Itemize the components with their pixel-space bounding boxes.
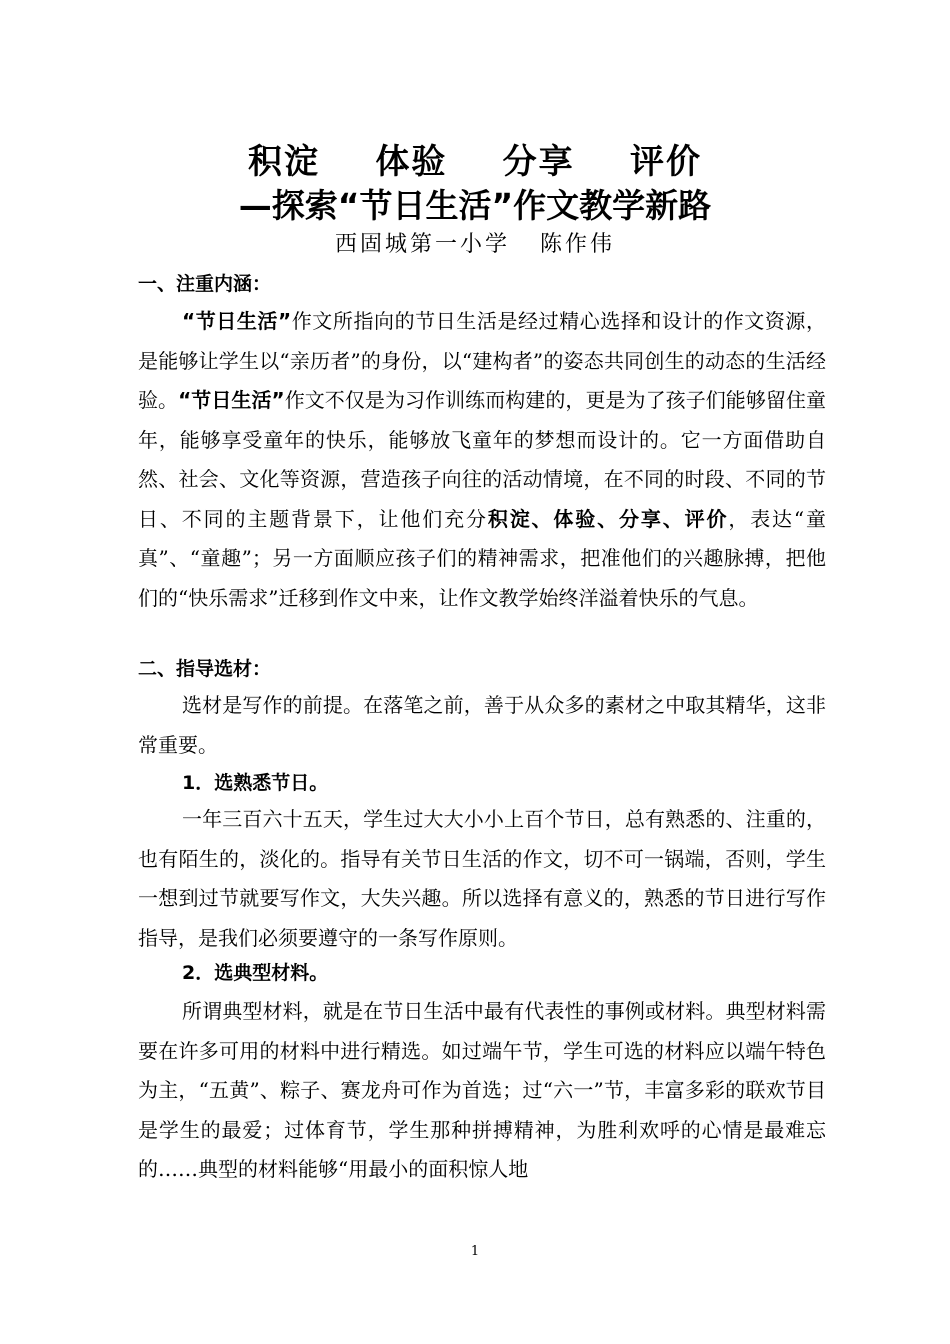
paragraph-text: 作文不仅是为习作训练而构建的，更是为了孩子们能够留住童年，能够享受童年的快乐，能够放飞童年的梦想而设计的。它一方面借助自然、社会、文化等资源，营造孩子向往的活动情境，在不同的时段、不同的节日、不同的主题背景下，让他们充分 — [138, 388, 827, 531]
section-2-intro: 选材是写作的前提。在落笔之前，善于从众多的素材之中取其精华，这非常重要。 — [138, 693, 826, 757]
subsection-2-paragraph: 所谓典型材料，就是在节日生活中最有代表性的事例或材料。典型材料需要在许多可用的材料中进行精选。如过端午节，学生可选的材料应以端午特色为主，“五黄”、粽子、赛龙舟可作为首选；过“六一”节，丰富多彩的联欢节目是学生的最爱；过体育节，学生那种拼搏精神，为胜利欢呼的心情是最难忘的……典型的材料能够“用最小的面积惊人地 — [138, 999, 826, 1181]
paragraph-text: 作文所指向的节日生活是经过精心选择和设计的作文资源，是能够让学生以“亲历者”的身份，以“建构者”的姿态共同创生的动态的生活经验。 — [138, 309, 827, 412]
title-line-1: 积淀 体验 分享 评价 — [247, 142, 703, 182]
page-number: 1 — [470, 1244, 480, 1259]
section-1-heading: 一、注重内涵： — [138, 273, 272, 295]
bold-term: 积淀、体验、分享、评价 — [487, 506, 729, 531]
title-line-2: —探索“节日生活”作文教学新路 — [238, 186, 712, 225]
paragraph-text: ，表达“童真”、“童趣”；另一方面顺应孩子们的精神需求，把准他们的兴趣脉搏，把他们的“快乐需求”迁移到作文中来，让作文教学始终洋溢着快乐的气息。 — [138, 506, 827, 610]
bold-term: “节日生活” — [178, 388, 285, 412]
bold-term: “节日生活” — [182, 309, 292, 333]
author-line: 西固城第一小学 陈作伟 — [335, 232, 615, 257]
subsection-2-heading: 2．选典型材料。 — [182, 962, 329, 984]
subsection-1-heading: 1．选熟悉节日。 — [182, 772, 329, 794]
subsection-1-paragraph: 一年三百六十五天，学生过大大小小上百个节日，总有熟悉的、注重的，也有陌生的，淡化的。指导有关节日生活的作文，切不可一锅端，否则，学生一想到过节就要写作文，大失兴趣。所以选择有意义的，熟悉的节日进行写作指导，是我们必须要遵守的一条写作原则。 — [138, 807, 826, 950]
section-2-heading: 二、指导选材： — [138, 658, 272, 680]
section-1-paragraph — [138, 302, 826, 618]
